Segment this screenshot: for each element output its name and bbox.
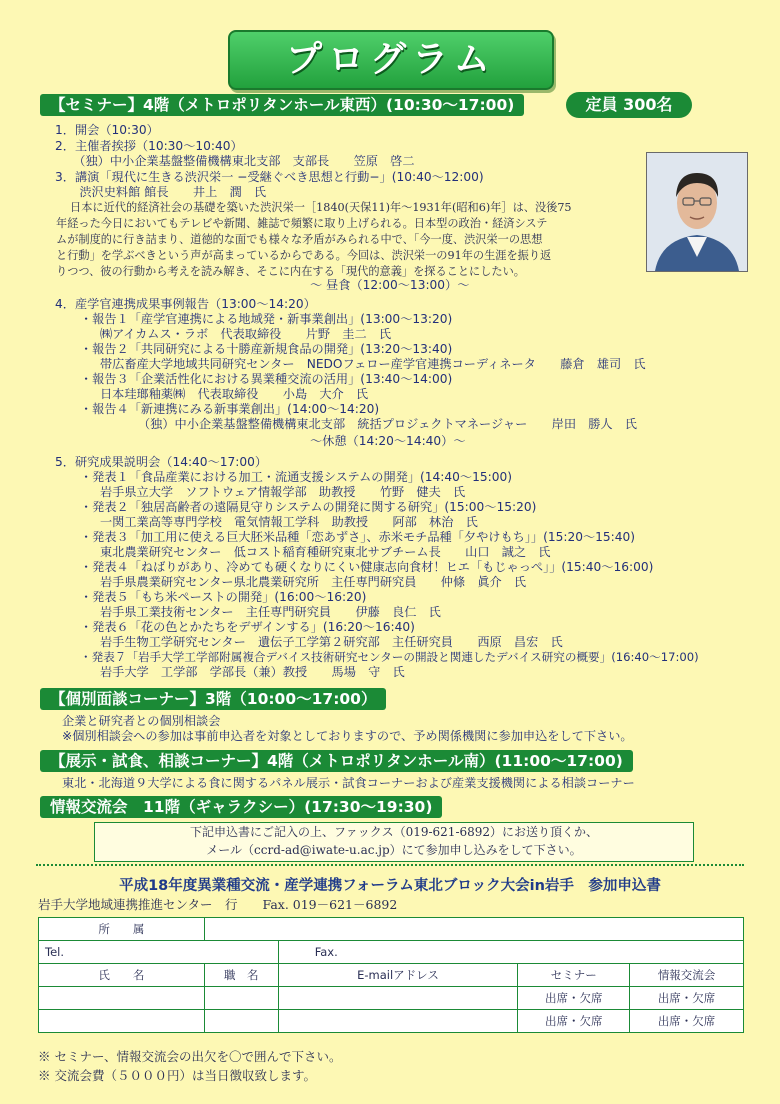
seminar-line: 1．開会（10:30） xyxy=(55,123,159,137)
form-title: 平成18年度異業種交流・産学連携フォーラム東北ブロック大会in岩手 参加申込書 xyxy=(119,878,661,894)
seminar-line: （独）中小企業基盤整備機構東北支部 支部長 笠原 啓二 xyxy=(55,154,415,168)
fax-label: Fax. xyxy=(314,945,338,959)
lecture-text: ムが制度的に行き詰まり、道徳的な面でも様々な矛盾がみられる中で、「今一度、渋沢栄一の思想 xyxy=(56,233,543,246)
page-title: プログラム xyxy=(286,39,496,80)
section5-line: ・発表４「ねばりがあり、冷めても硬くなりにくい健康志向食材！ヒエ「もじゃっぺ」」(15:40〜16:00) xyxy=(80,560,654,574)
section4-line: 4．産学官連携成果事例報告（13:00〜14:20） xyxy=(55,297,316,311)
affiliation-label: 所 属 xyxy=(39,918,205,941)
position-field[interactable] xyxy=(204,1010,278,1033)
section-seminar-header: 【セミナー】4階（メトロポリタンホール東西）(10:30〜17:00) xyxy=(40,94,524,116)
name-field[interactable] xyxy=(39,1010,205,1033)
lecture-text: と行動」を学ぶべきという声が高まっているからである。今回は、渋沢栄一の91年の生涯を振り返 xyxy=(56,249,552,262)
exchange-attendance[interactable]: 出席・欠席 xyxy=(630,1010,744,1033)
affiliation-field[interactable] xyxy=(204,918,743,941)
form-note: ※ セミナー、情報交流会の出欠を〇で囲んで下さい。 xyxy=(38,1049,342,1064)
section5-line: 岩手生物工学研究センター 遺伝子工学第２研究部 主任研究員 西原 昌宏 氏 xyxy=(100,635,563,649)
section-consult-header: 【個別面談コーナー】3階（10:00〜17:00） xyxy=(40,688,386,710)
application-form xyxy=(38,917,744,1033)
cut-line xyxy=(36,864,744,866)
instruction-line: 下記申込書にご記入の上、ファックス（019-621-6892）にお送り頂くか、 xyxy=(189,825,599,839)
section-exhibit-header: 【展示・試食、相談コーナー】4階（メトロポリタンホール南）(11:00〜17:00) xyxy=(40,750,633,772)
tel-label: Tel. xyxy=(45,945,64,959)
section4-line: ㈱アイカムス・ラボ 代表取締役 片野 圭二 氏 xyxy=(100,327,392,341)
section4-line: 日本珪瑯釉薬㈱ 代表取締役 小島 大介 氏 xyxy=(100,387,369,401)
seminar-attendance[interactable]: 出席・欠席 xyxy=(518,1010,630,1033)
section5-line: 岩手県立大学 ソフトウェア情報学部 助教授 竹野 健夫 氏 xyxy=(100,485,466,499)
seminar-line: 2．主催者挨拶（10:30〜10:40） xyxy=(55,139,243,153)
lunch-break: 〜 昼食（12:00〜13:00）〜 xyxy=(310,278,470,292)
section-exchange-header: 情報交流会 11階（ギャラクシー）(17:30〜19:30) xyxy=(40,796,442,818)
application-instructions xyxy=(94,822,694,862)
consult-line: ※個別相談会への参加は事前申込者を対象としておりますので、予め関係機関に参加申込をして下さい。 xyxy=(62,729,633,743)
capacity-badge: 定員 300名 xyxy=(566,92,692,118)
instruction-line: メール（ccrd-ad@iwate-u.ac.jp）にて参加申し込みをして下さい。 xyxy=(206,843,582,857)
section5-line: ・発表１「食品産業における加工・流通支援システムの開発」(14:40〜15:00) xyxy=(80,470,512,484)
section4-line: ・報告２「共同研究による十勝産新規食品の開発」(13:20〜13:40) xyxy=(80,342,453,356)
form-destination: 岩手大学地域連携推進センター 行 Fax. 019－621－6892 xyxy=(38,897,398,912)
seminar-header: セミナー xyxy=(518,964,630,987)
section4-line: ・報告１「産学官連携による地域発・新事業創出」(13:00〜13:20) xyxy=(80,312,453,326)
section5-line: ・発表７「岩手大学工学部附属複合デバイス技術研究センターの開設と関連したデバイス研究の概要」(16:40〜17:00) xyxy=(80,650,699,664)
fax-field[interactable] xyxy=(278,941,743,964)
exhibit-line: 東北・北海道９大学による食に関するパネル展示・試食コーナーおよび産業支援機関による相談コーナー xyxy=(62,776,635,790)
name-header: 氏 名 xyxy=(39,964,205,987)
lecture-text: 年経った今日においてもテレビや新聞、雑誌で頻繁に取り上げられる。日本型の政治・経済システ xyxy=(56,217,548,230)
seminar-attendance[interactable]: 出席・欠席 xyxy=(518,987,630,1010)
email-field[interactable] xyxy=(278,1010,518,1033)
position-field[interactable] xyxy=(204,987,278,1010)
section4-line: （独）中小企業基盤整備機構東北支部 統括プロジェクトマネージャー 岸田 勝人 氏 xyxy=(138,417,637,431)
exchange-header: 情報交流会 xyxy=(630,964,744,987)
section5-line: ・発表２「独居高齢者の遠隔見守りシステムの開発に関する研究」(15:00〜15:20) xyxy=(80,500,537,514)
position-header: 職 名 xyxy=(204,964,278,987)
section5-line: 東北農業研究センター 低コスト稲育種研究東北サブチーム長 山口 誠之 氏 xyxy=(100,545,551,559)
form-note: ※ 交流会費（５０００円）は当日徴収致します。 xyxy=(38,1068,316,1083)
seminar-line: 渋沢史料館 館長 井上 潤 氏 xyxy=(55,185,267,199)
section5-line: 岩手大学 工学部 学部長（兼）教授 馬場 守 氏 xyxy=(100,665,405,679)
section5-line: ・発表６「花の色とかたちをデザインする」(16:20〜16:40) xyxy=(80,620,415,634)
tea-break: 〜休憩（14:20〜14:40）〜 xyxy=(310,434,466,448)
name-field[interactable] xyxy=(39,987,205,1010)
speaker-photo xyxy=(646,152,748,272)
page-title-banner xyxy=(228,30,554,90)
section4-line: 帯広畜産大学地域共同研究センター NEDOフェロー産学官連携コーディネータ 藤倉 雄司 氏 xyxy=(100,357,646,371)
section4-line: ・報告４「新連携にみる新事業創出」(14:00〜14:20) xyxy=(80,402,380,416)
section5-line: 5．研究成果説明会（14:40〜17:00） xyxy=(55,455,268,469)
consult-line: 企業と研究者との個別相談会 xyxy=(62,714,221,728)
lecture-text: 日本に近代的経済社会の基礎を築いた渋沢栄一［1840(天保11)年〜1931年(昭和6)年］は、没後75 xyxy=(70,201,572,214)
section5-line: 岩手県農業研究センター県北農業研究所 主任専門研究員 仲條 眞介 氏 xyxy=(100,575,527,589)
section5-line: 岩手県工業技術センター 主任専門研究員 伊藤 良仁 氏 xyxy=(100,605,441,619)
lecture-text: りつつ、彼の行動から考えを読み解き、そこに内在する「現代的意義」を探ることにしたい。 xyxy=(56,265,525,278)
email-field[interactable] xyxy=(278,987,518,1010)
tel-field[interactable] xyxy=(39,941,279,964)
email-header: E-mailアドレス xyxy=(278,964,518,987)
exchange-attendance[interactable]: 出席・欠席 xyxy=(630,987,744,1010)
section5-line: 一関工業高等専門学校 電気情報工学科 助教授 阿部 林治 氏 xyxy=(100,515,478,529)
section5-line: ・発表５「もち米ペーストの開発」(16:00〜16:20) xyxy=(80,590,367,604)
section5-line: ・発表３「加工用に使える巨大胚米品種「恋あずさ」、赤米モチ品種「夕やけもち」」(15:20〜15:40) xyxy=(80,530,636,544)
seminar-line: 3．講演「現代に生きる渋沢栄一 −受継ぐべき思想と行動−」(10:40〜12:00) xyxy=(55,170,484,184)
section4-line: ・報告３「企業活性化における異業種交流の活用」(13:40〜14:00) xyxy=(80,372,453,386)
